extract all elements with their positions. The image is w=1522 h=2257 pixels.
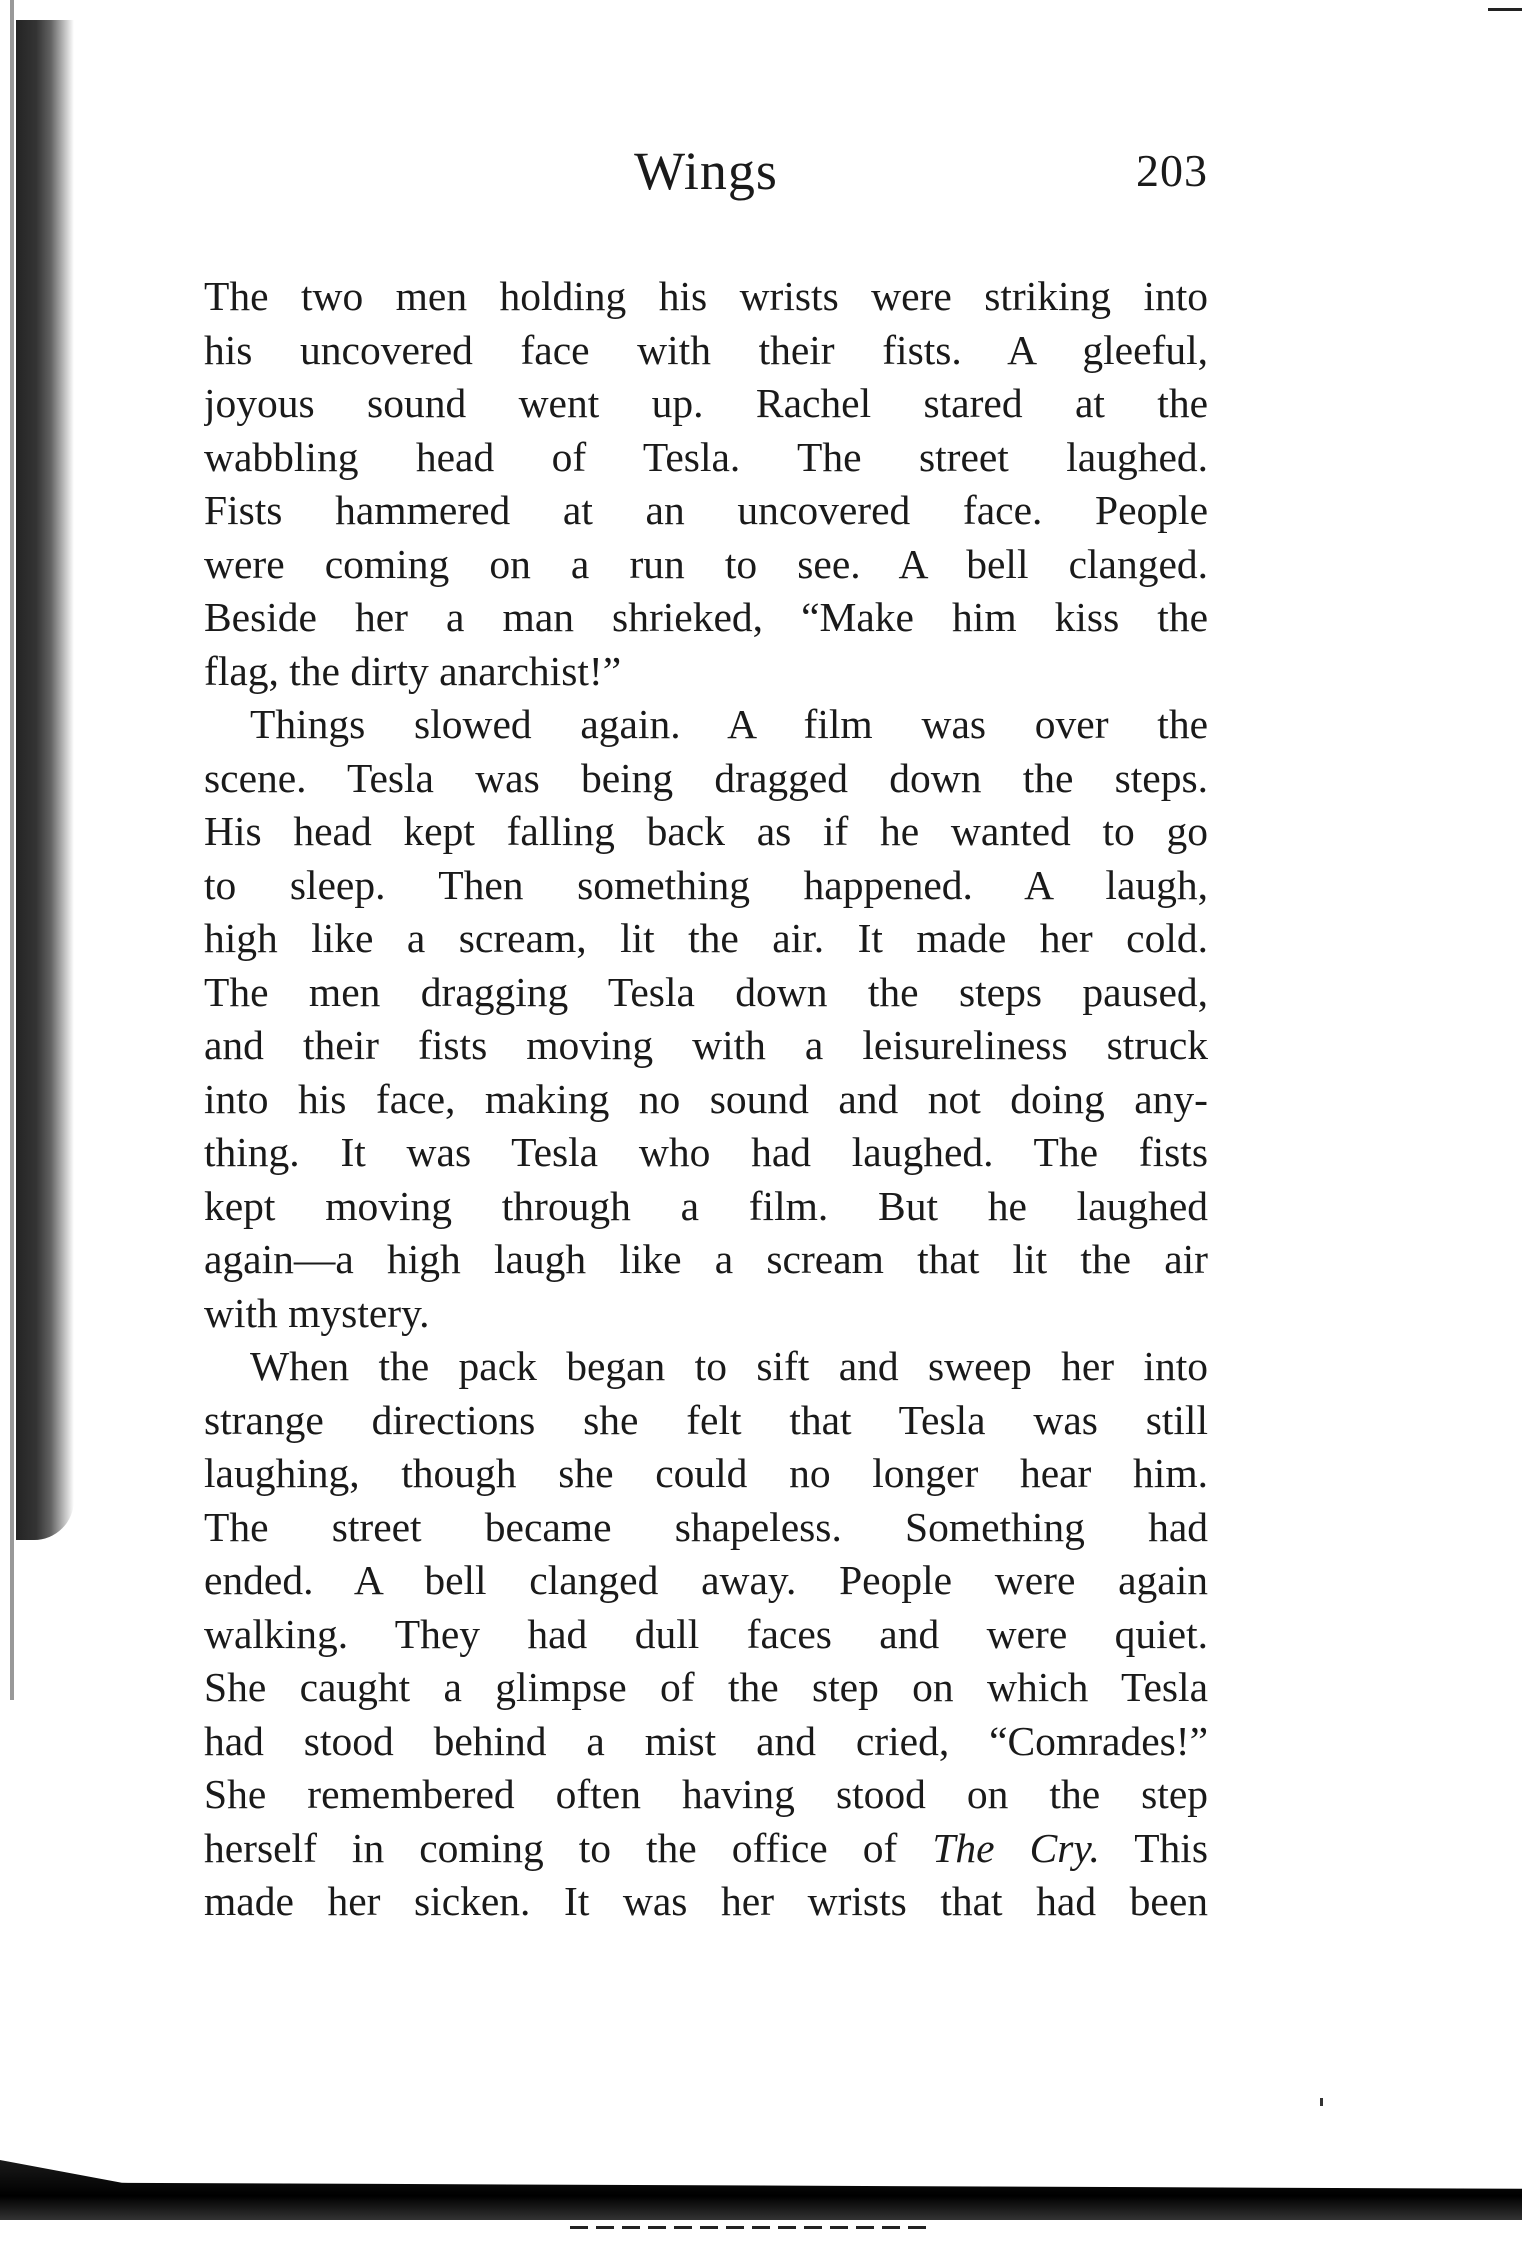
text-line: flag, the dirty anarchist!”	[204, 647, 622, 694]
text-line: kept moving through a film. But he laughed	[204, 1182, 1208, 1229]
text-line: his uncovered face with their fists. A gleeful,	[204, 326, 1208, 373]
text-line: again—a high laugh like a scream that lit the air	[204, 1236, 1208, 1282]
text-line: high like a scream, lit the air. It made her cold.	[204, 915, 1208, 961]
text-line: The men dragging Tesla down the steps paused,	[204, 968, 1208, 1015]
text-line: scene. Tesla was being dragged down the steps.	[204, 754, 1208, 801]
text-line: Fists hammered at an uncovered face. People	[204, 487, 1208, 533]
text-line: strange directions she felt that Tesla was still	[204, 1396, 1208, 1443]
scan-corner-mark	[1488, 8, 1522, 11]
scan-bottom-edge	[0, 2160, 1522, 2220]
text-line: had stood behind a mist and cried, “Comrades!”	[204, 1717, 1208, 1764]
text-line: His head kept falling back as if he wanted to go	[204, 808, 1208, 854]
text-line: to sleep. Then something happened. A laugh,	[204, 861, 1208, 908]
page-number: 203	[1136, 145, 1208, 196]
text-line: into his face, making no sound and not doing any-	[204, 1075, 1208, 1122]
text-line: ended. A bell clanged away. People were again	[204, 1557, 1208, 1603]
text-line: made her sicken. It was her wrists that had been	[204, 1878, 1208, 1924]
text-line: Beside her a man shrieked, “Make him kiss the	[204, 594, 1208, 640]
text-line: walking. They had dull faces and were quiet.	[204, 1610, 1208, 1657]
text-line: The street became shapeless. Something had	[204, 1503, 1208, 1550]
italic-title: The Cry.	[932, 1824, 1100, 1871]
body-text	[204, 270, 1208, 1929]
text-line: were coming on a run to see. A bell clanged.	[204, 540, 1208, 587]
running-title: Wings	[634, 141, 778, 201]
text-fragment: This	[1134, 1824, 1208, 1871]
text-line: The two men holding his wrists were striking into	[204, 273, 1208, 319]
text-line: with mystery.	[204, 1289, 430, 1336]
text-line: Things slowed again. A film was over the	[250, 701, 1208, 747]
text-line: joyous sound went up. Rachel stared at the	[204, 380, 1208, 426]
text-line-with-italic	[204, 1822, 1208, 1876]
text-fragment: herself in coming to the office of	[204, 1824, 933, 1871]
text-line: and their fists moving with a leisureliness struck	[204, 1022, 1208, 1068]
scan-speck	[1320, 2098, 1323, 2106]
text-line: She caught a glimpse of the step on which Tesla	[204, 1664, 1208, 1710]
text-line: She remembered often having stood on the step	[204, 1771, 1208, 1817]
scan-bottom-noise	[570, 2226, 930, 2229]
scan-binding-shadow	[16, 20, 74, 1540]
text-line: thing. It was Tesla who had laughed. The fists	[204, 1129, 1208, 1175]
scan-binding-line	[10, 0, 14, 1700]
text-line: wabbling head of Tesla. The street laughed.	[204, 433, 1208, 480]
text-line: When the pack began to sift and sweep her into	[250, 1343, 1208, 1389]
running-header	[204, 140, 1208, 210]
text-line: laughing, though she could no longer hear him.	[204, 1450, 1208, 1496]
